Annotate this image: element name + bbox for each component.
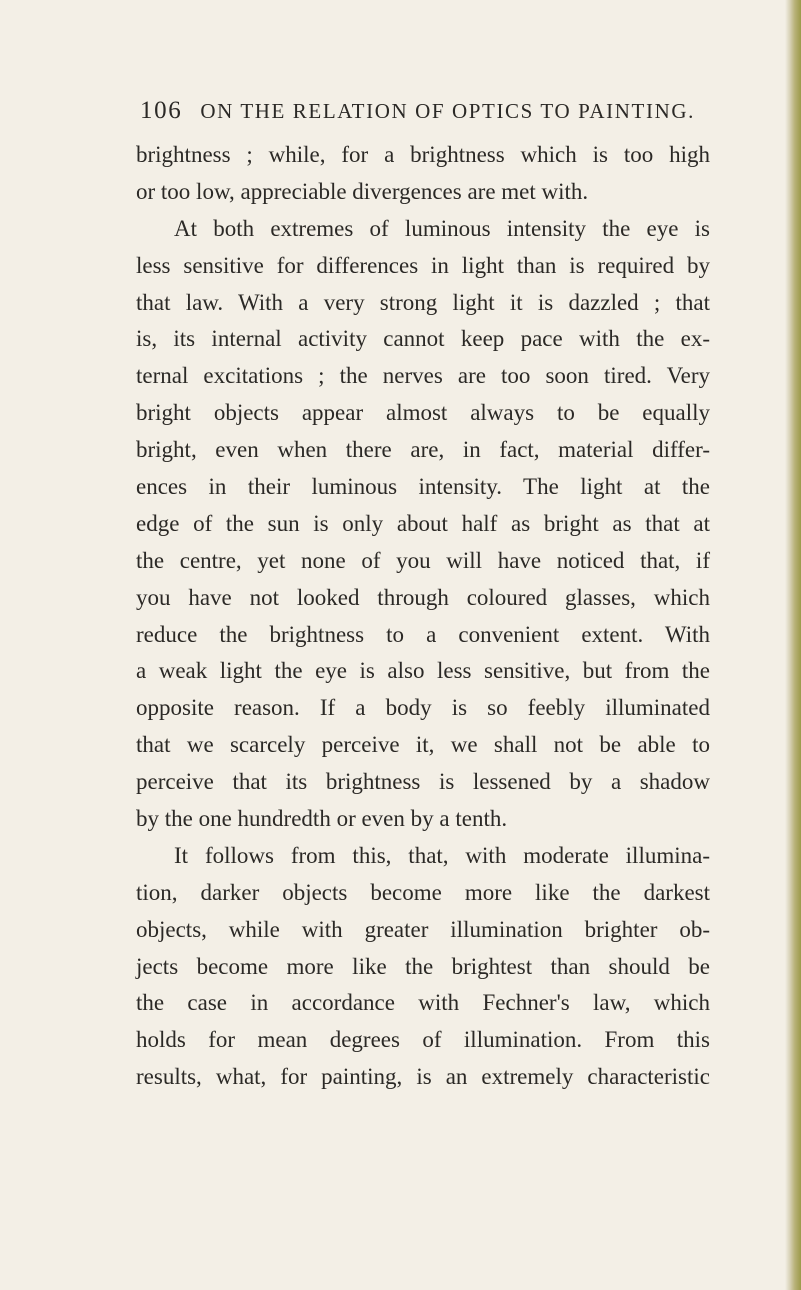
page-number: 106	[140, 97, 183, 124]
text-line: bright objects appear almost always to be equally	[136, 400, 710, 426]
text-line: results, what, for painting, is an extremely characteristic	[136, 1064, 710, 1090]
text-line: brightness ; while, for a brightness which is too high	[136, 142, 710, 167]
text-line: tion, darker objects become more like the darkest	[136, 879, 710, 905]
body-text	[136, 137, 710, 1096]
text-line: the case in accordance with Fechner's law, which	[136, 990, 710, 1016]
text-line: It follows from this, that, with moderate illumina-	[174, 842, 710, 868]
text-line: opposite reason. If a body is so feebly illuminated	[136, 695, 710, 721]
text-line: edge of the sun is only about half as bright as that at	[136, 510, 710, 536]
text-line: the centre, yet none of you will have noticed that, if	[136, 547, 710, 573]
running-title: ON THE RELATION OF OPTICS TO PAINTING.	[200, 99, 695, 123]
page-edge-shadow	[785, 0, 801, 1290]
text-line: you have not looked through coloured glasses, which	[136, 584, 710, 610]
text-line: objects, while with greater illumination brighter ob-	[136, 916, 710, 942]
text-line: At both extremes of luminous intensity the eye is	[174, 215, 710, 241]
text-line: jects become more like the brightest than should be	[136, 953, 710, 979]
text-line: by the one hundredth or even by a tenth.	[136, 806, 508, 832]
text-line: reduce the brightness to a convenient extent. With	[136, 621, 710, 647]
text-line: or too low, appreciable divergences are met with.	[136, 178, 589, 204]
running-head	[140, 97, 700, 129]
text-line: perceive that its brightness is lessened by a shadow	[136, 769, 710, 795]
text-line: ences in their luminous intensity. The light at the	[136, 474, 710, 500]
text-line: ternal excitations ; the nerves are too soon tired. Very	[136, 363, 710, 389]
text-line: is, its internal activity cannot keep pace with the ex-	[136, 326, 710, 352]
text-line: that law. With a very strong light it is dazzled ; that	[136, 289, 710, 315]
text-line: holds for mean degrees of illumination. From this	[136, 1027, 710, 1053]
text-line: that we scarcely perceive it, we shall not be able to	[136, 732, 710, 758]
text-line: less sensitive for differences in light than is required by	[136, 252, 710, 278]
text-line: bright, even when there are, in fact, material differ-	[136, 437, 710, 463]
text-line: a weak light the eye is also less sensitive, but from the	[136, 658, 710, 684]
